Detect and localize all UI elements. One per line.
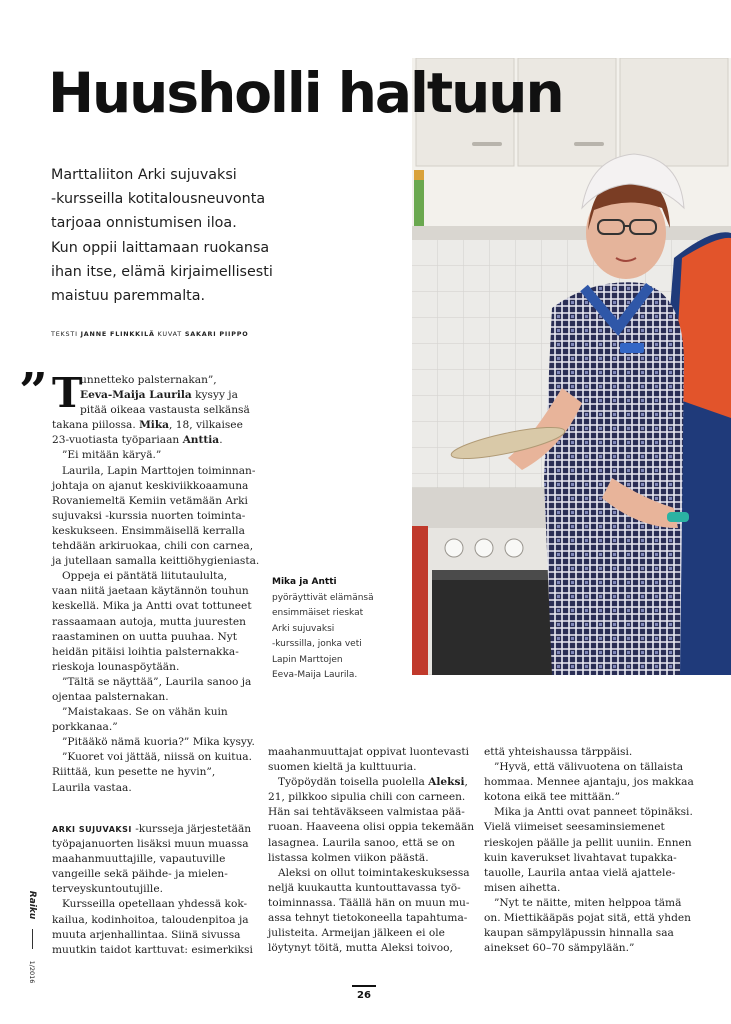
body-line: lasagnea. Laurila sanoo, että se on [268,836,455,849]
body-line: Mika ja Antti ovat panneet töpinäksi. [494,806,693,819]
body-line: Hän sai tehtäväkseen valmistaa pää- [268,806,465,819]
body-line: johtaja on ajanut keskiviikkoaamuna [52,479,249,492]
section-lead-in: ARKI SUJUVAKSI [52,825,132,834]
body-line: terveyskuntoutujille. [52,883,163,896]
body-line: työpajanuorten lisäksi muun muassa [52,838,249,851]
intro-line: -kursseilla kotitalousneuvonta [51,191,266,208]
caption-line: Arki sujuvaksi [272,623,335,634]
body-line: ruoan. Haaveena olisi oppia tekemään [268,821,475,834]
body-line [52,418,259,433]
body-line: ainekset 60–70 sämpylään.” [484,942,635,955]
body-line: Kursseilla opetellaan yhdessä kok- [62,898,248,911]
intro-line: ihan itse, elämä kirjaimellisesti [51,263,273,280]
body-line: Vielä viimeiset seesaminsiemenet [484,821,665,834]
body-line: listassa kolmen viikon päästä. [268,851,429,864]
body-line: ”Kuoret voi jättää, niissä on kuitua. [62,751,252,764]
body-line: unnetteko palsternakan”, [80,374,217,386]
body-line: muutkin taidot karttuvat: esimerkiksi [52,943,253,956]
body-line: hommaa. Mennee ajantaju, jos makkaa [484,776,694,789]
body-line: että yhteishaussa tärppäisi. [484,746,633,758]
body-line: ”Maistakaas. Se on vähän kuin [62,706,228,719]
body-text: -kursseja järjestetään [131,823,252,835]
caption-line: -kurssilla, jonka veti [272,639,362,649]
body-column-3 [484,745,694,956]
body-line [52,388,259,403]
body-line: neljä kuukautta kuntouttavassa työ- [268,881,461,894]
body-line: Riittää, kun pesette ne hyvin”, [52,766,216,779]
caption-line: Lapin Marttojen [272,654,343,665]
body-line: ”Ei mitään käryä.” [62,449,162,462]
body-line: sujuvaksi -kurssia nuorten toiminta- [52,509,246,522]
credit-text-label: TEKSTI [51,330,78,338]
body-line: keskukseen. Ensimmäisellä kerralla [52,524,245,537]
credit-photo-label: KUVAT [157,330,182,338]
body-line: tehdään arkiruokaa, chili con carnea, [52,540,254,553]
body-line: porkkanaa.” [52,721,118,734]
body-line: rieskoja lounaspöytään. [52,660,180,673]
body-line: 21, pilkkoo sipulia chili con carneen. [268,791,466,804]
page-number: 26 [357,990,371,1001]
body-line: ojentaa palsternakan. [52,690,169,703]
caption-line: Eeva-Maija Laurila. [272,670,358,680]
body-line: Laurila vastaa. [52,781,132,794]
page-number-rule [352,985,376,987]
body-line: Oppeja ei päntätä liitutaululta, [62,570,228,583]
article-photo [412,58,731,675]
body-line: maahanmuuttajat oppivat luontevasti [268,746,469,758]
body-line: löytynyt töitä, mutta Aleksi toivoo, [268,942,453,955]
body-line: ”Nyt te näitte, miten helppoa tämä [494,896,682,909]
body-line: tauolle, Laurila antaa vielä ajattele- [484,866,676,879]
body-line: kaupan sämpyläpussin hinnalla saa [484,927,674,940]
body-line: toiminnassa. Täällä hän on muun mu- [268,896,470,909]
body-line: rieskojen päälle ja pellit uuniin. Ennen [484,836,692,849]
name-mika: Mika [139,419,170,432]
body-text: . [219,434,223,447]
kitchen-photo-illustration [412,58,731,675]
body-line: kuin kaverukset livahtavat tupakka- [484,851,677,864]
body-column-1 [52,369,260,796]
article-credits [51,330,248,338]
article-intro [51,163,311,308]
intro-line: Marttaliiton Arki sujuvaksi [51,167,237,183]
magazine-name: Raiku [27,890,37,920]
body-column-1-continued [52,822,253,958]
opening-quote-mark: ” [19,361,48,420]
body-line: Aleksi on ollut toimintakeskuksessa [278,866,470,879]
body-text: takana piilossa. [52,419,140,432]
photo-caption [272,575,374,684]
name-aleksi: Aleksi [428,776,465,789]
intro-line: Kun oppii laittamaan ruokansa [51,239,270,256]
body-line: rassaamaan autoja, mutta juuresten [52,615,246,628]
body-text: Työpöydän toisella puolella [278,776,429,789]
body-line: ja jutellaan samalla keittiöhygieniasta. [52,555,260,568]
body-line: raastaminen on uutta puuhaa. Nyt [52,630,237,643]
footer-divider [32,929,33,949]
body-line: on. Miettikääpäs pojat sitä, että yhden [484,912,691,925]
body-line [52,822,253,837]
body-text: kysyy ja [191,389,238,402]
drop-cap: T [52,369,83,417]
body-line: assa tehnyt tietokoneella tapahtuma- [268,912,468,925]
body-line: kailua, kodinhoitoa, taloudenpitoa ja [52,913,249,926]
body-line: Rovaniemeltä Kemiin vetämään Arki [52,494,248,507]
caption-title: Mika ja Antti [272,577,337,587]
name-antti: Anttia [182,434,220,447]
body-line: Laurila, Lapin Marttojen toiminnan- [62,464,256,477]
body-line: misen aihetta. [484,881,561,894]
body-line: maahanmuuttajille, vapautuville [52,853,226,866]
body-line: vaan niitä jaetaan käytännön touhun [52,585,249,598]
body-line: julisteita. Armeijan jälkeen ei ole [268,927,445,940]
article-headline: Huusholli haltuun [48,61,563,125]
body-line: vangeille sekä päihde- ja mielen- [52,868,228,881]
issue-number: 1/2016 [28,960,36,984]
intro-line: tarjoaa onnistumisen iloa. [51,215,237,232]
body-text: , 18, vilkaisee [169,419,243,432]
body-line: keskellä. Mika ja Antti ovat tottuneet [52,600,252,613]
body-line [52,433,259,448]
caption-line: ensimmäiset rieskat [272,608,364,618]
caption-line: pyöräyttivät elämänsä [272,592,374,603]
body-text: , [464,776,468,789]
body-line: suomen kieltä ja kulttuuria. [268,761,417,774]
body-line: ”Pitääkö nämä kuoria?” Mika kysyy. [62,736,255,749]
name-eeva-maija: Eeva-Maija Laurila [80,389,192,402]
body-text: 23-vuotiasta työpariaan [52,434,183,447]
body-line: muuta arjenhallintaa. Siinä sivussa [52,928,241,941]
body-line [268,775,474,790]
intro-line: maistuu paremmalta. [51,288,206,305]
credit-photographer: SAKARI PIIPPO [184,330,249,338]
body-line: pitää oikeaa vastausta selkänsä [80,404,250,417]
credit-writer: JANNE FLINKKILÄ [80,330,155,338]
body-line: heidän pitäisi loihtia palsternakka- [52,645,239,658]
body-line: kotona eikä tee mittään.” [484,791,621,804]
body-column-2 [268,745,474,956]
body-line: ”Hyvä, että välivuotena on tällaista [494,761,684,774]
body-line: ”Tältä se näyttää”, Laurila sanoo ja [62,675,252,688]
